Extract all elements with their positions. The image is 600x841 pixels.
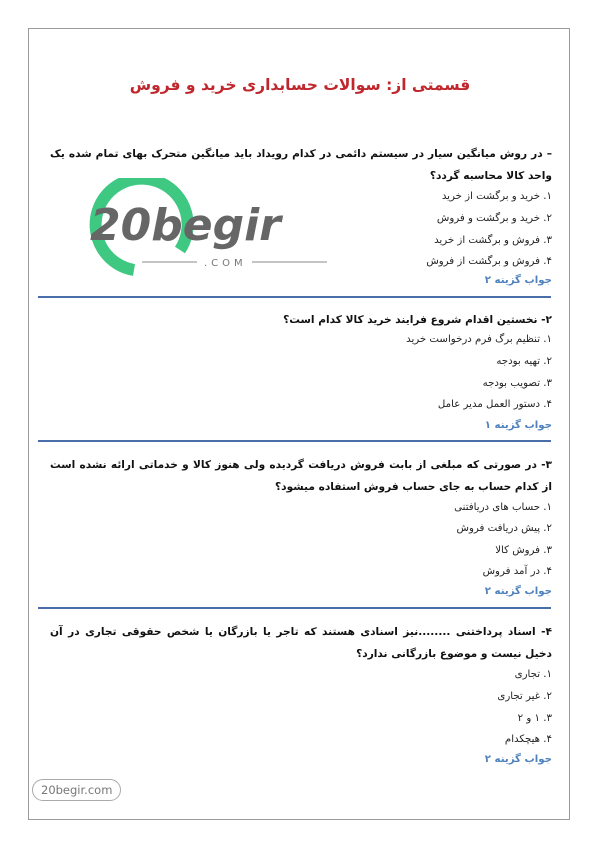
question-2-answer: جواب گزینه ۱ xyxy=(484,420,552,431)
question-3-option-1: ۱. حساب های دریافتنی xyxy=(454,502,552,513)
question-4-option-2: ۲. غیر تجاری xyxy=(497,691,552,702)
question-2-option-1: ۱. تنظیم برگ فرم درخواست خرید xyxy=(406,334,552,345)
question-3-option-2: ۲. پیش دریافت فروش xyxy=(456,523,552,534)
question-1-option-4: ۴. فروش و برگشت از فروش xyxy=(426,256,552,267)
question-1-text: – در روش میانگین سیار در سیستم دائمی در کدام رویداد باید میانگین متحرک بهای تمام شده یک واحد کالا محاسبه گردد؟ xyxy=(50,148,552,182)
question-2-text: ۲- نخستین اقدام شروع فرایند خرید کالا کدام است؟ xyxy=(283,314,552,326)
question-1-option-1: ۱. خرید و برگشت از خرید xyxy=(441,191,552,202)
question-4-option-1: ۱. تجاری xyxy=(514,669,552,680)
question-4-option-4: ۴. هیچکدام xyxy=(504,734,552,745)
question-3-answer: جواب گزینه ۲ xyxy=(484,586,552,597)
question-4-text: ۴- اسناد پرداختنی ........نیز اسنادی هستند که تاجر یا بازرگان یا شخص حقوقی تجاری در آن دخیل نیست و موضوع بازرگانی ندارد؟ xyxy=(50,626,552,660)
question-2-option-4: ۴. دستور العمل مدیر عامل xyxy=(437,399,552,410)
question-1-answer: جواب گزینه ۲ xyxy=(484,275,552,286)
question-1-option-3: ۳. فروش و برگشت از خرید xyxy=(434,235,552,246)
question-separator xyxy=(38,296,551,298)
logo-domain-text: .COM xyxy=(204,258,247,269)
question-4-answer: جواب گزینه ۲ xyxy=(484,754,552,765)
site-watermark: 20begir.com xyxy=(32,779,121,801)
question-separator xyxy=(38,607,551,609)
logo-brand-text: 20begir xyxy=(90,200,281,251)
question-2-option-2: ۲. تهیه بودجه xyxy=(496,356,552,367)
question-3-option-3: ۳. فروش کالا xyxy=(495,545,552,556)
question-4-option-3: ۳. ۱ و ۲ xyxy=(517,713,552,724)
page-title: قسمتی از: سوالات حسابداری خرید و فروش xyxy=(129,76,471,94)
question-separator xyxy=(38,440,551,442)
question-1-option-2: ۲. خرید و برگشت و فروش xyxy=(436,213,552,224)
brand-logo xyxy=(82,178,332,278)
question-3-option-4: ۴. در آمد فروش xyxy=(482,566,552,577)
question-3-text: ۳- در صورتی که مبلغی از بابت فروش دریافت گردیده ولی هنوز کالا و خدماتی ارائه نشده است از کدام حساب به جای حساب فروش استفاده میشود؟ xyxy=(50,459,552,493)
question-2-option-3: ۳. تصویب بودجه xyxy=(482,378,552,389)
